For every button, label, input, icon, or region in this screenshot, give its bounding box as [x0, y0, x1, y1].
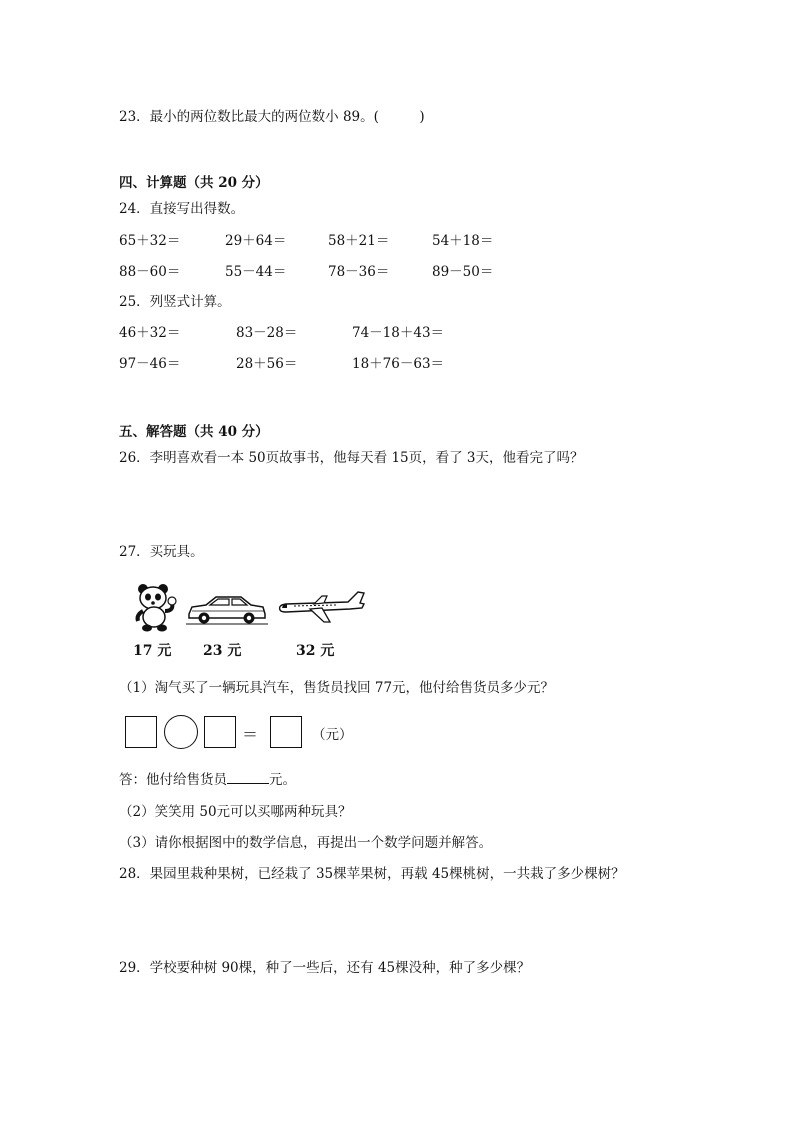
question-25-title: 25．列竖式计算。 — [119, 294, 231, 310]
question-27-part-2: （2）笑笑用 50元可以买哪两种玩具？ — [119, 804, 352, 820]
toy-illustration — [128, 576, 376, 634]
vertical-calc-item: 83－28＝ — [236, 325, 298, 341]
equals-sign: ＝ — [242, 725, 259, 744]
answer-box-1[interactable] — [125, 716, 157, 748]
vertical-calc-item: 46＋32＝ — [119, 325, 181, 341]
question-27-title: 27．买玩具。 — [119, 544, 204, 560]
vertical-calc-item: 28＋56＝ — [236, 356, 298, 372]
vertical-calc-item: 74－18＋43＝ — [352, 325, 445, 341]
airplane-price: 32 元 — [296, 643, 335, 659]
section-4-heading: 四、计算题（共 20 分） — [119, 175, 269, 191]
calc-item: 58＋21＝ — [328, 233, 390, 249]
question-29: 29．学校要种树 90棵，种了一些后，还有 45棵没种，种了多少棵？ — [119, 960, 531, 976]
question-26: 26．李明喜欢看一本 50页故事书，他每天看 15页，看了 3天，他看完了吗？ — [119, 450, 584, 466]
vertical-calc-item: 97－46＝ — [119, 356, 181, 372]
vertical-calc-item: 18＋76－63＝ — [352, 356, 445, 372]
answer-box-2[interactable] — [204, 716, 236, 748]
operator-circle[interactable] — [164, 715, 198, 749]
panda-price: 17 元 — [133, 643, 172, 659]
calc-item: 55－44＝ — [225, 264, 287, 280]
answer-prefix: 答：他付给售货员 — [119, 772, 227, 788]
question-24-title: 24．直接写出得数。 — [119, 201, 245, 217]
calc-item: 65＋32＝ — [119, 233, 181, 249]
question-27-part-1: （1）淘气买了一辆玩具汽车，售货员找回 77元，他付给售货员多少元？ — [119, 680, 555, 696]
airplane-icon — [276, 590, 368, 624]
question-27-part-3: （3）请你根据图中的数学信息，再提出一个数学问题并解答。 — [119, 835, 493, 851]
calc-item: 78－36＝ — [328, 264, 390, 280]
answer-box-3[interactable] — [270, 716, 302, 748]
question-28: 28．果园里栽种果树，已经栽了 35棵苹果树，再载 45棵桃树，一共栽了多少棵树？ — [119, 866, 625, 882]
unit-label: （元） — [312, 727, 353, 743]
answer-line — [119, 768, 296, 788]
section-5-heading: 五、解答题（共 40 分） — [119, 424, 269, 440]
calc-item: 89－50＝ — [432, 264, 494, 280]
calc-item: 88－60＝ — [119, 264, 181, 280]
question-23: 23．最小的两位数比最大的两位数小 89。( ) — [119, 109, 425, 125]
car-price: 23 元 — [203, 643, 242, 659]
car-icon — [186, 592, 268, 626]
answer-suffix: 元。 — [269, 772, 296, 788]
calc-item: 54＋18＝ — [432, 233, 494, 249]
panda-icon — [132, 581, 180, 633]
calc-item: 29＋64＝ — [225, 233, 287, 249]
answer-blank[interactable] — [227, 771, 269, 784]
